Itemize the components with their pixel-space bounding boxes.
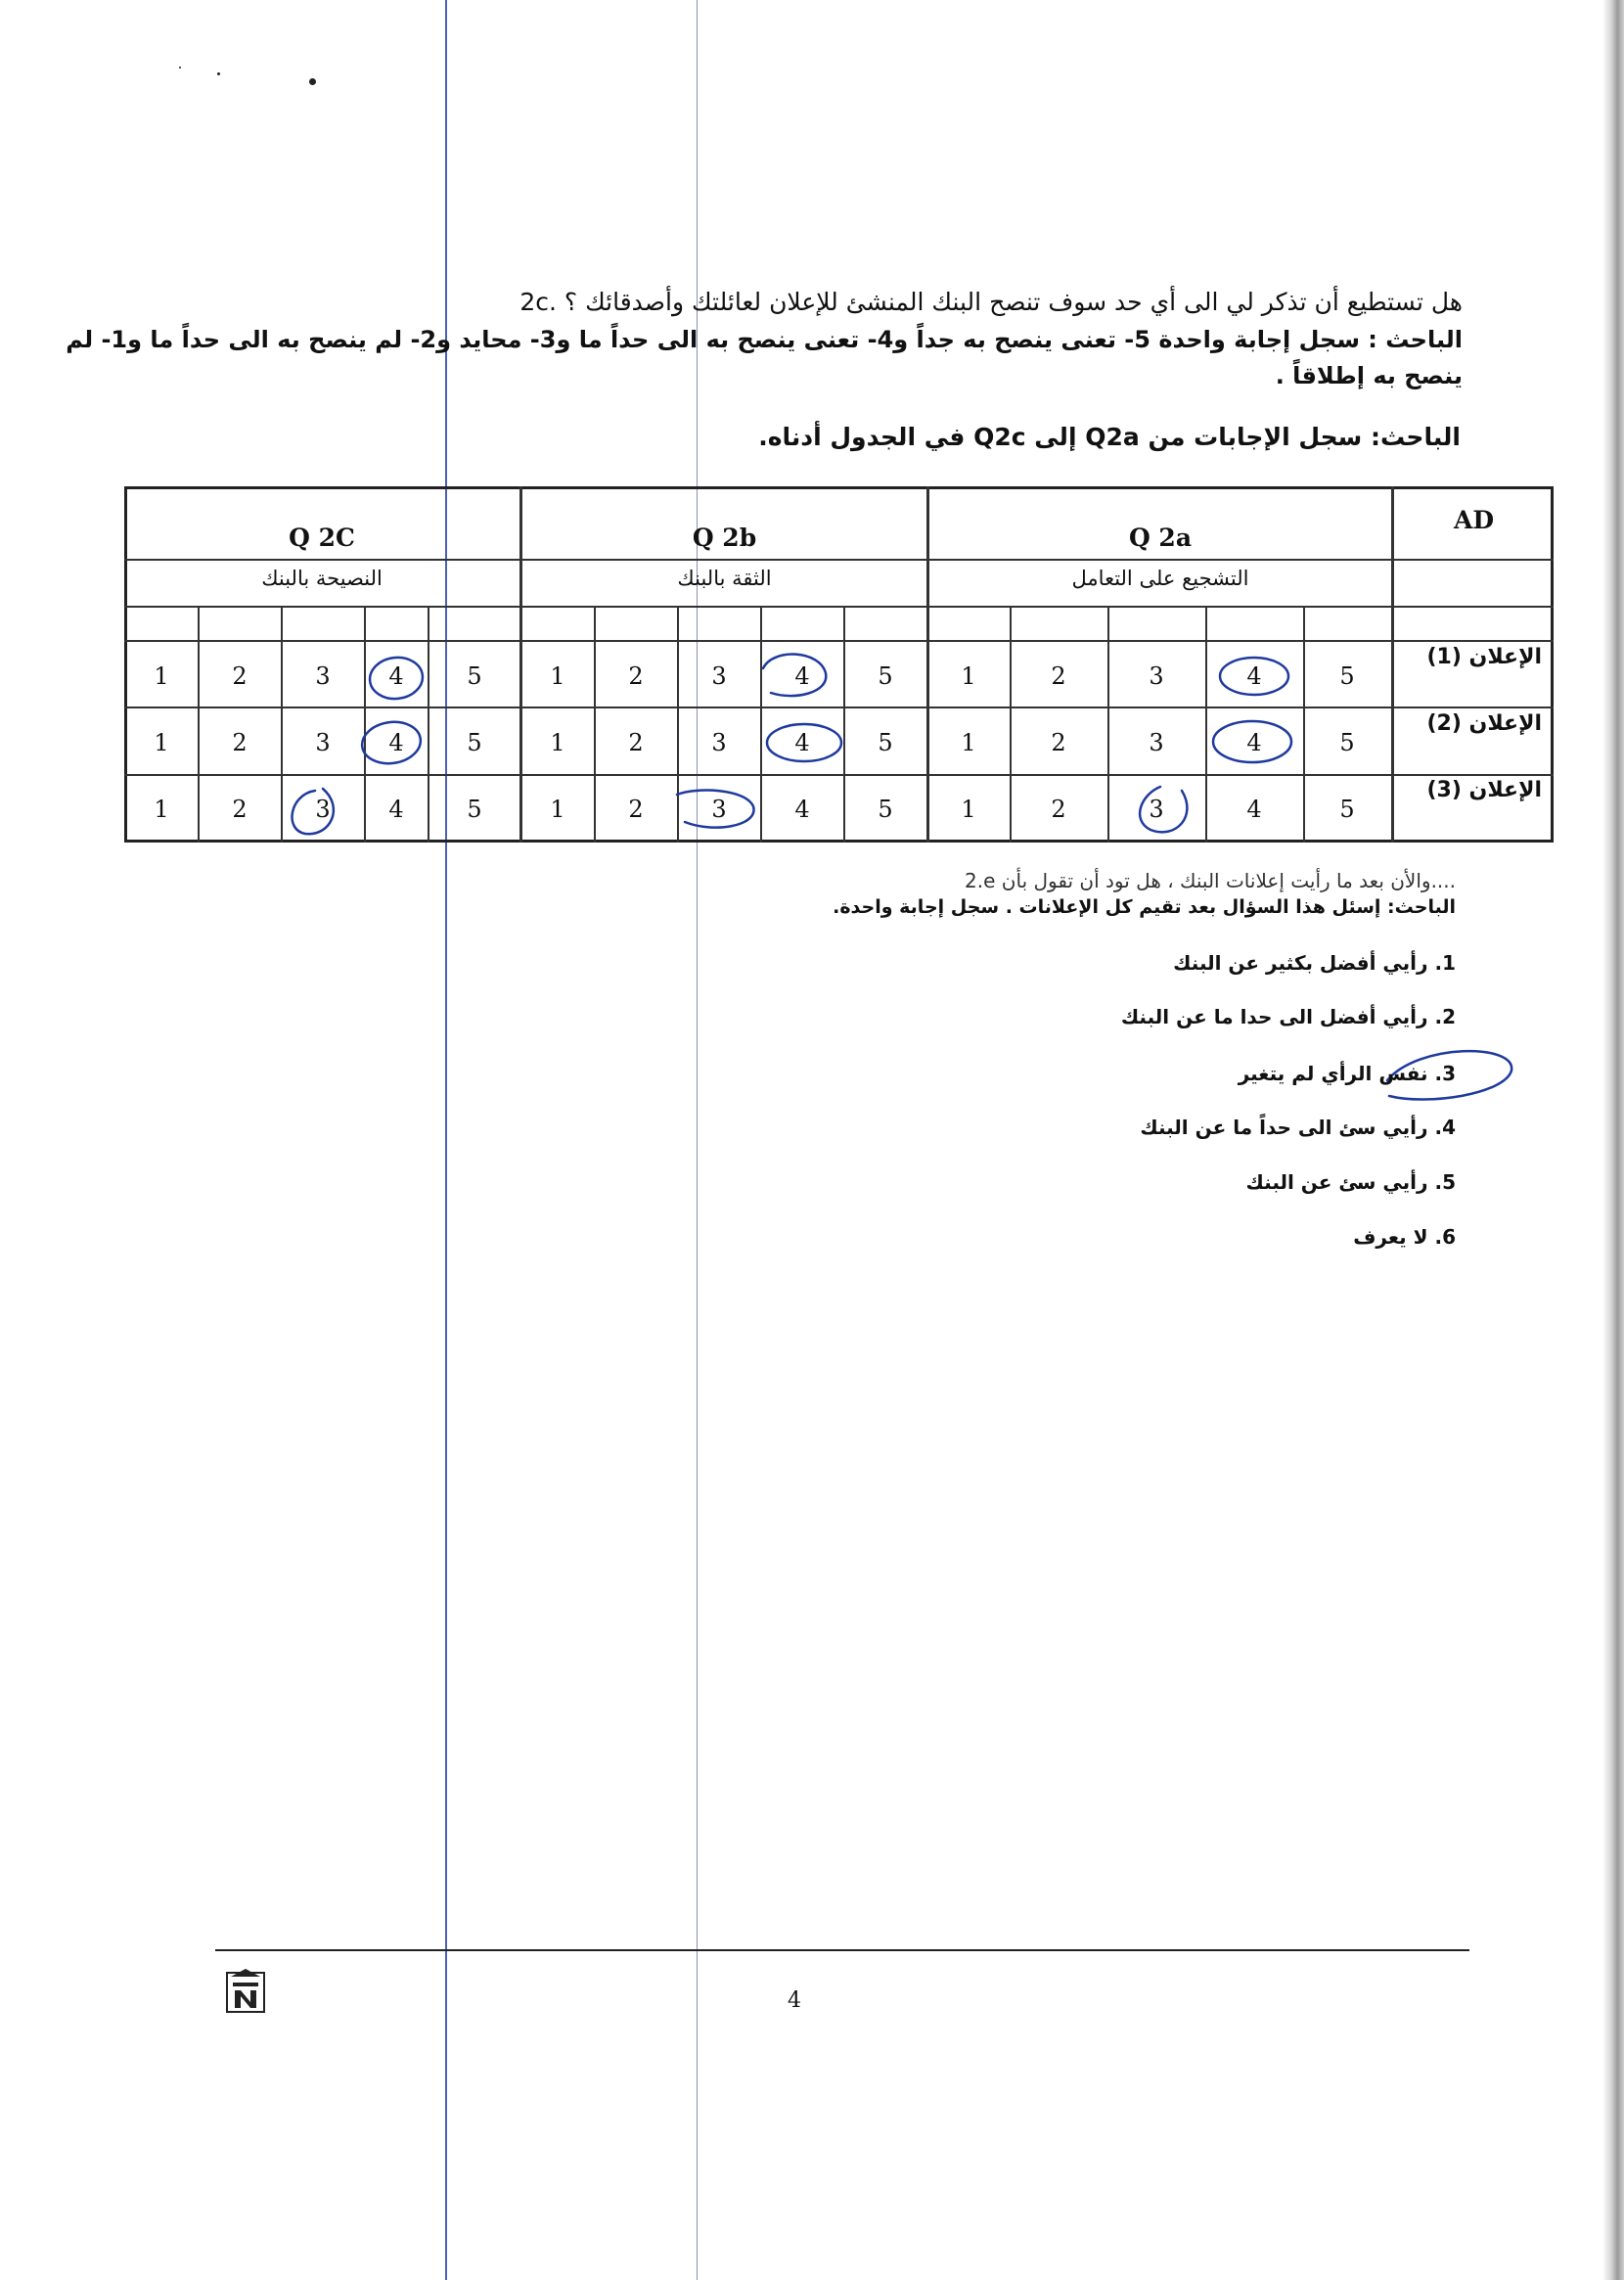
header-ad: AD	[1453, 506, 1495, 534]
scale-cell[interactable]: 1	[961, 796, 976, 823]
circle-mark	[359, 718, 423, 767]
scale-cell[interactable]: 3	[711, 796, 727, 823]
circle-mark	[1213, 721, 1291, 762]
scale-cell[interactable]: 3	[315, 796, 331, 823]
scale-cell[interactable]: 5	[467, 796, 482, 823]
option-4[interactable]: 4. رأيي سئ الى حداً ما عن البنك	[1140, 1116, 1456, 1139]
scale-cell[interactable]: 5	[878, 662, 893, 690]
row-label-ad1: الإعلان (1)	[1426, 645, 1542, 669]
header-q2b: Q 2b	[692, 524, 757, 552]
circle-mark	[763, 655, 826, 697]
scale-cell[interactable]: 3	[315, 729, 331, 756]
circle-mark	[293, 789, 334, 834]
subheader-q2c: النصيحة بالبنك	[261, 567, 383, 590]
question-2e-instruction: الباحث: إسئل هذا السؤال بعد تقيم كل الإعلانات . سجل إجابة واحدة.	[833, 896, 1456, 918]
scale-cell[interactable]: 2	[1051, 662, 1066, 690]
footer-rule	[215, 1949, 1469, 1951]
question-2c-scale-instruction: الباحث : سجل إجابة واحدة 5- تعنى ينصح به جداً و4- تعنى ينصح به الى حداً ما و3- محايد و2- لم ينصح به الى حداً ما و1- لم	[66, 326, 1463, 353]
scale-cell[interactable]: 4	[1246, 729, 1262, 756]
row-label-ad2: الإعلان (2)	[1426, 711, 1542, 736]
scale-cell[interactable]: 3	[711, 729, 727, 756]
scale-cell[interactable]: 5	[1339, 729, 1355, 756]
header-q2c: Q 2C	[289, 524, 355, 552]
scale-cell[interactable]: 4	[388, 796, 404, 823]
scale-cell[interactable]: 1	[961, 729, 976, 756]
scale-cell[interactable]: 2	[628, 729, 644, 756]
row-label-ad3: الإعلان (3)	[1426, 778, 1542, 802]
scale-cell[interactable]: 4	[794, 729, 810, 756]
option-3-selected[interactable]: 3. نفس الرأي لم يتغير	[1238, 1062, 1456, 1085]
company-logo-icon	[225, 1967, 266, 2016]
subheader-q2b: الثقة بالبنك	[677, 567, 772, 590]
scale-cell[interactable]: 5	[1339, 796, 1355, 823]
page-number: 4	[788, 1988, 801, 2013]
scale-cell[interactable]: 4	[1246, 662, 1262, 690]
scale-cell[interactable]: 3	[1149, 662, 1164, 690]
table-instruction: الباحث: سجل الإجابات من Q2a إلى Q2c في الجدول أدناه.	[758, 423, 1461, 451]
scale-cell[interactable]: 4	[388, 662, 404, 690]
scale-cell[interactable]: 5	[878, 729, 893, 756]
scale-cell[interactable]: 5	[467, 662, 482, 690]
scale-cell[interactable]: 2	[628, 662, 644, 690]
scale-cell[interactable]: 3	[1149, 729, 1164, 756]
subheader-q2a: التشجيع على التعامل	[1071, 567, 1249, 590]
question-2c-text: 2c. هل تستطيع أن تذكر لي الى أي حد سوف تنصح البنك المنشئ للإعلان لعائلتك وأصدقائك ؟	[519, 288, 1463, 316]
question-2e-text: 2.e والأن بعد ما رأيت إعلانات البنك ، هل تود أن تقول بأن....	[965, 869, 1456, 892]
scale-cell[interactable]: 3	[711, 662, 727, 690]
scale-cell[interactable]: 2	[628, 796, 644, 823]
circle-mark	[1220, 658, 1288, 695]
circle-mark	[677, 791, 754, 828]
scale-cell[interactable]: 5	[467, 729, 482, 756]
scale-cell[interactable]: 2	[232, 662, 248, 690]
scale-cell[interactable]: 1	[550, 796, 565, 823]
scale-cell[interactable]: 2	[232, 796, 248, 823]
scale-cell[interactable]: 2	[1051, 796, 1066, 823]
scale-cell[interactable]: 1	[550, 729, 565, 756]
scale-cell[interactable]: 3	[1149, 796, 1164, 823]
scale-cell[interactable]: 1	[961, 662, 976, 690]
scale-cell[interactable]: 4	[794, 796, 810, 823]
scale-cell[interactable]: 1	[154, 796, 169, 823]
scale-cell[interactable]: 4	[794, 662, 810, 690]
scale-cell[interactable]: 1	[154, 729, 169, 756]
scale-cell[interactable]: 4	[1246, 796, 1262, 823]
option-5[interactable]: 5. رأيي سئ عن البنك	[1245, 1170, 1456, 1194]
scale-cell[interactable]: 1	[550, 662, 565, 690]
circle-mark	[368, 655, 425, 701]
scale-cell[interactable]: 5	[878, 796, 893, 823]
option-1[interactable]: 1. رأيي أفضل بكثير عن البنك	[1173, 951, 1456, 975]
circle-mark	[1140, 787, 1187, 832]
scale-cell[interactable]: 1	[154, 662, 169, 690]
circle-mark	[767, 724, 841, 761]
option-2[interactable]: 2. رأيي أفضل الى حدا ما عن البنك	[1120, 1005, 1456, 1028]
scale-cell[interactable]: 2	[232, 729, 248, 756]
scale-cell[interactable]: 5	[1339, 662, 1355, 690]
header-q2a: Q 2a	[1128, 524, 1193, 552]
option-6[interactable]: 6. لا يعرف	[1353, 1225, 1456, 1249]
scale-cell[interactable]: 4	[388, 729, 404, 756]
scale-cell[interactable]: 3	[315, 662, 331, 690]
question-2c-scale-instruction-cont: ينصح به إطلاقاً .	[1275, 362, 1463, 389]
scale-cell[interactable]: 2	[1051, 729, 1066, 756]
